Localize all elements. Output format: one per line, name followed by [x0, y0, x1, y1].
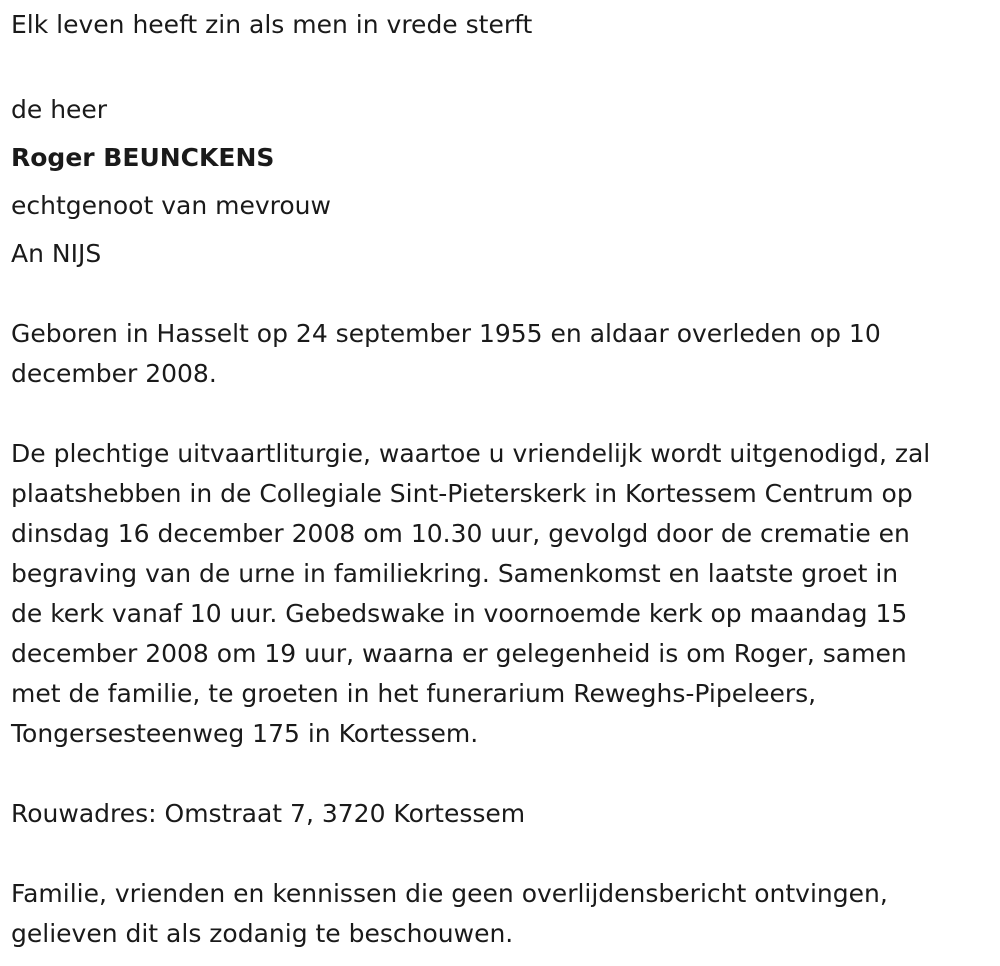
- closing-line: gelieven dit als zodanig te beschouwen.: [11, 919, 514, 948]
- ceremony-line: december 2008 om 19 uur, waarna er gelegenheid is om Roger, samen: [11, 639, 907, 668]
- birth-death-line: december 2008.: [11, 359, 217, 388]
- closing-paragraph: [11, 874, 991, 954]
- spacer: [11, 45, 991, 85]
- ceremony-line: De plechtige uitvaartliturgie, waartoe u vriendelijk wordt uitgenodigd, zal: [11, 439, 931, 468]
- ceremony-paragraph: [11, 434, 991, 754]
- relation: echtgenoot van mevrouw: [11, 191, 331, 220]
- ceremony-line: de kerk vanaf 10 uur. Gebedswake in voornoemde kerk op maandag 15: [11, 599, 908, 628]
- motto: Elk leven heeft zin als men in vrede sterft: [11, 10, 533, 39]
- ceremony-line: begraving van de urne in familiekring. Samenkomst en laatste groet in: [11, 559, 899, 588]
- closing-line: Familie, vrienden en kennissen die geen overlijdensbericht ontvingen,: [11, 879, 888, 908]
- ceremony-line: dinsdag 16 december 2008 om 10.30 uur, gevolgd door de crematie en: [11, 519, 910, 548]
- spouse-name: An NIJS: [11, 239, 102, 268]
- ceremony-line: Tongersesteenweg 175 in Kortessem.: [11, 719, 479, 748]
- birth-death-line: Geboren in Hasselt op 24 september 1955 en aldaar overleden op 10: [11, 319, 881, 348]
- mourning-address: Rouwadres: Omstraat 7, 3720 Kortessem: [11, 799, 526, 828]
- deceased-name: Roger BEUNCKENS: [11, 143, 275, 172]
- ceremony-line: plaatshebben in de Collegiale Sint-Pieterskerk in Kortessem Centrum op: [11, 479, 913, 508]
- title: de heer: [11, 95, 108, 124]
- ceremony-line: met de familie, te groeten in het funerarium Reweghs-Pipeleers,: [11, 679, 817, 708]
- birth-death-paragraph: [11, 314, 991, 394]
- death-notice: [11, 0, 991, 954]
